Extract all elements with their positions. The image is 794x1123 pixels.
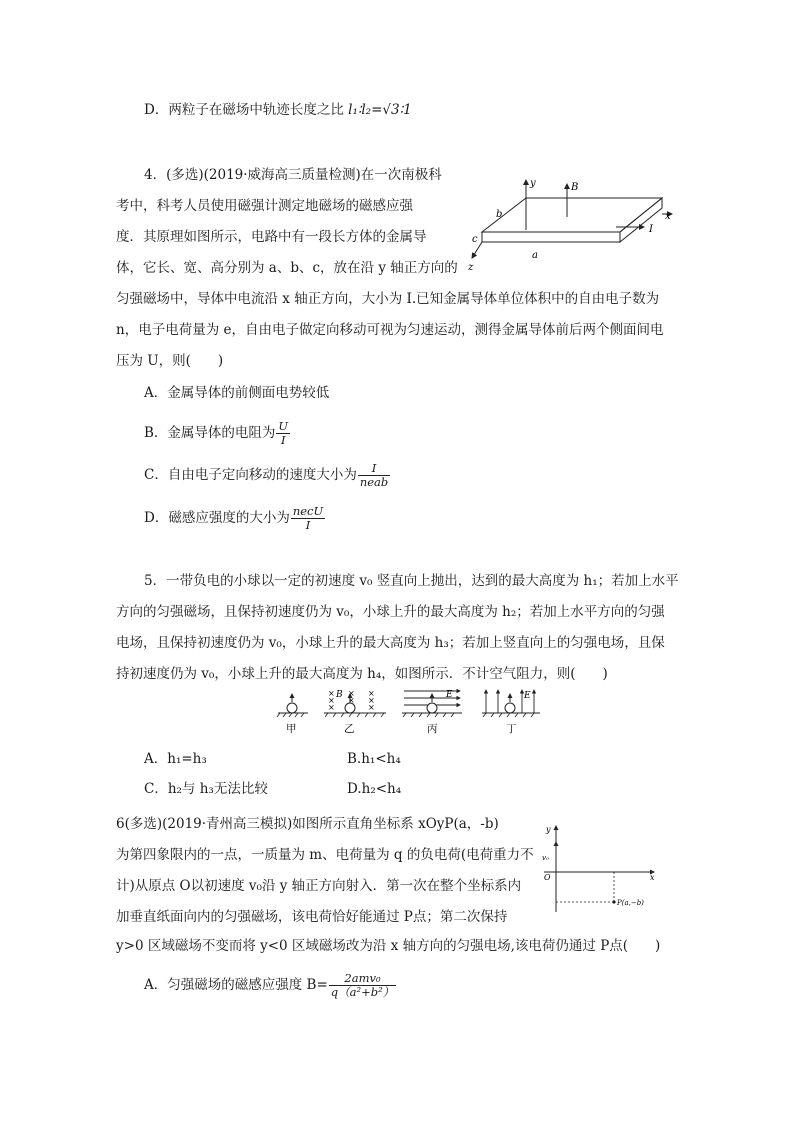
svg-text:×: × [328,689,335,698]
scenario-yi [324,689,386,735]
q4-option-c-text: C．自由电子定向移动的速度大小为 [144,467,357,483]
q4-stem-line-4: 体，它长、宽、高分别为 a、b、c，放在沿 y 轴正方向的 [116,260,458,276]
ball [505,703,515,713]
q4-stem-line-7: 压为 U，则( ) [116,353,224,369]
q6-stem-line-2: 为第四象限内的一点，一质量为 m、电荷量为 q 的负电荷(电荷重力不 [116,847,534,863]
q4-option-d-text: D．磁感应强度的大小为 [144,510,290,526]
label-bing: 丙 [427,723,438,735]
svg-text:×: × [368,696,375,705]
q6-coordinate-diagram [542,820,660,916]
fraction-denominator: neab [359,475,389,489]
scenario-ding [482,690,540,735]
z-axis-label: z [468,262,474,273]
label-ding: 丁 [506,723,517,735]
fraction-denominator: I [305,518,311,532]
q5-stem-line-2: 方向的匀强磁场，且保持初速度仍为 v₀，小球上升的最大高度为 h₂；若加上水平方向的匀强 [116,604,665,620]
q4-stem-line-3: 度．其原理如图所示，电路中有一段长方体的金属导 [116,229,427,245]
q4-stem-line-5: 匀强磁场中，导体中电流沿 x 轴正方向，大小为 I.已知金属导体单位体积中的自由电子数为 [116,291,660,307]
point-p [612,900,615,903]
svg-text:×: × [368,689,375,698]
q4-metal-block-diagram [466,172,682,276]
q5-stem-line-4: 持初速度仍为 v₀，小球上升的最大高度为 h₄，如图所示．不计空气阻力，则( ) [116,666,608,682]
label-yi: 乙 [344,723,355,735]
fraction-numerator: 2amv₀ [329,972,396,986]
fraction-denominator: I [281,433,286,447]
q3-option-d-text: D．两粒子在磁场中轨迹长度之比 [144,102,349,118]
svg-text:×: × [348,689,355,698]
b-field-label: B [571,182,579,193]
q5-option-c: C．h₂与 h₃无法比较 [144,781,268,797]
fraction-denominator: q（a²+b²） [330,985,395,999]
fraction-numerator: necU [292,504,324,518]
point-p-label: P(a,−b) [617,899,644,907]
b-field-label: B [336,690,343,700]
svg-text:×: × [328,696,335,705]
q4-option-c-fraction [358,462,390,489]
ball [287,703,297,713]
height-label: c [472,234,478,245]
svg-text:×: × [348,696,355,705]
x-axis-label: x [665,211,671,222]
q4-option-c [144,462,390,489]
q5-option-d: D.h₂<h₄ [347,781,402,797]
q4-option-d [144,505,325,532]
q4-stem-line-1: 4．(多选)(2019·威海高三质量检测)在一次南极科 [144,167,442,183]
q5-stem-line-3: 电场，且保持初速度仍为 v₀，小球上升的最大高度为 h₃；若加上竖直向上的匀强电场，且保 [116,635,665,651]
scenario-bing [402,690,462,735]
q4-stem-line-6: n，电子电荷量为 e，自由电子做定向移动可视为匀速运动，测得金属导体前后两个侧面间电 [116,322,664,338]
fraction-numerator: U [278,419,289,433]
fraction-numerator: I [358,462,390,476]
q4-option-b [144,420,290,447]
e-field-label: E [524,691,531,701]
width-label: b [496,209,503,220]
y-axis-label: y [530,178,536,189]
q6-option-a [144,972,396,999]
q5-option-a: A．h₁=h₃ [144,751,207,767]
q3-option-d-ratio: l₁∶l₂=√3∶1 [348,102,412,118]
q6-option-a-text: A．匀强磁场的磁感应强度 B= [144,977,328,993]
origin-label: O [544,873,551,882]
ball [427,703,437,713]
q6-stem-line-4: 加垂直纸面向内的匀强磁场，该电荷恰好能通过 P点；第二次保持 [116,909,508,925]
current-label: I [649,224,653,235]
scenario-jia [277,694,308,735]
q5-option-b: B.h₁<h₄ [347,751,401,767]
y-axis-label: y [546,825,551,834]
svg-text:×: × [368,703,375,712]
label-jia: 甲 [286,723,297,735]
q4-stem-line-2: 考中，科考人员使用磁强计测定地磁场的磁感应强 [116,198,413,214]
q3-option-d [144,100,412,120]
q4-option-b-text: B．金属导体的电阻为 [144,425,276,441]
q6-stem-line-1: 6(多选)(2019·青州高三模拟)如图所示直角坐标系 xOyP(a，-b) [116,816,499,832]
v0-label: v₀ [542,854,549,862]
q6-stem-line-5: y>0 区域磁场不变而将 y<0 区域磁场改为沿 x 轴方向的匀强电场,该电荷仍通过 P点( ) [116,938,661,954]
e-field-label: E [446,690,453,700]
q6-option-a-fraction [329,972,396,999]
q5-four-scenarios-diagram [270,688,550,744]
q6-stem-line-3: 计)从原点 O以初速度 v₀沿 y 轴正方向射入．第一次在整个坐标系内 [116,878,522,894]
svg-text:×: × [328,703,335,712]
length-label: a [532,250,538,261]
q4-option-b-fraction [276,420,290,447]
q4-option-d-fraction [291,505,325,532]
q5-stem-line-1: 5．一带负电的小球以一定的初速度 v₀ 竖直向上抛出，达到的最大高度为 h₁；若加上水平 [144,573,679,589]
q4-option-a: A．金属导体的前侧面电势较低 [144,385,330,401]
x-axis-label: x [650,873,655,882]
